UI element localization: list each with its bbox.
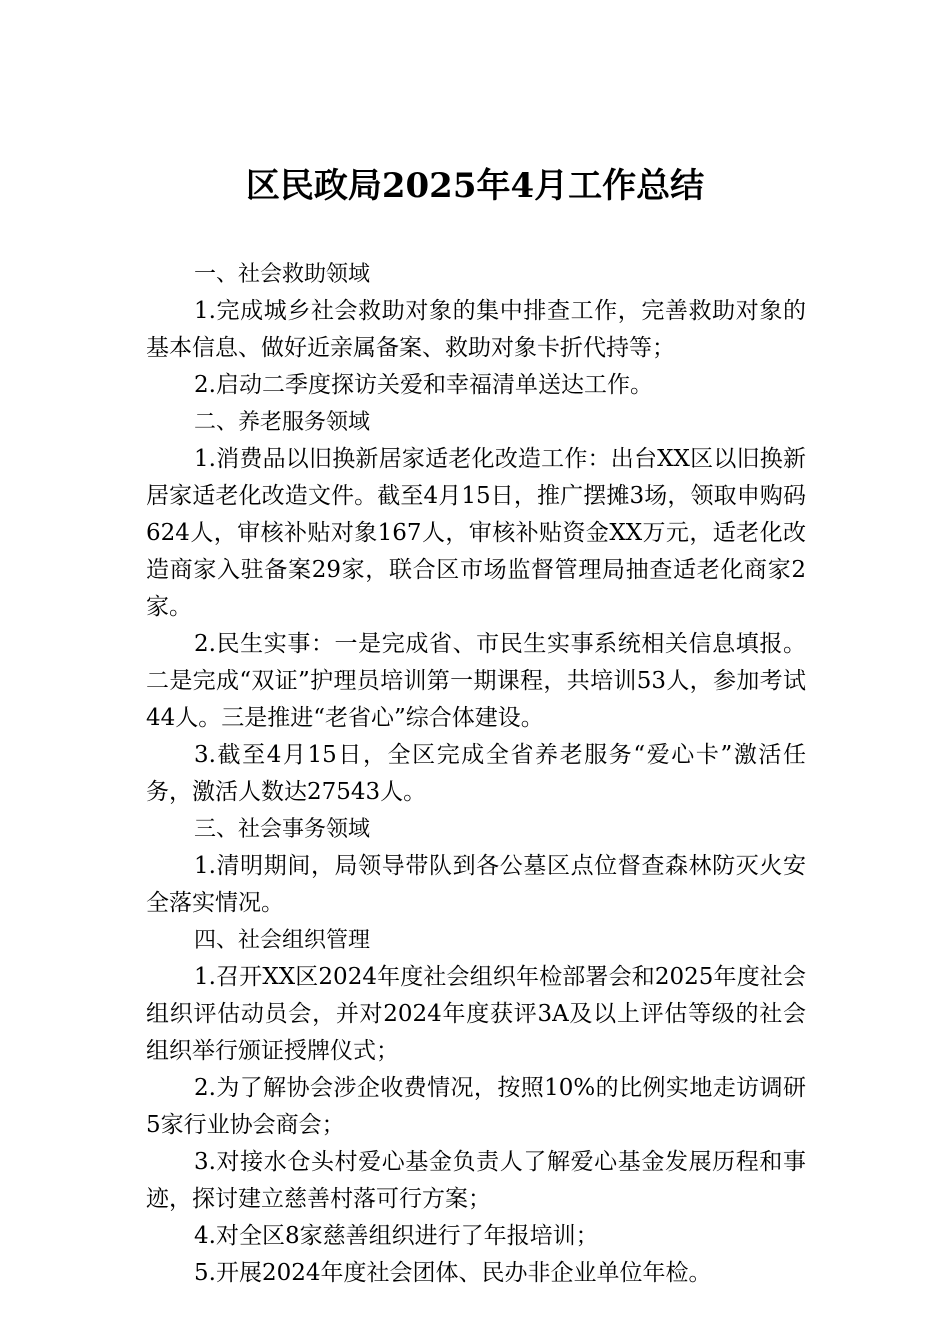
document-body [146,256,806,1292]
paragraph: 1.清明期间，局领导带队到各公墓区点位督查森林防灭火安全落实情况。 [146,853,806,916]
section-heading-social-assistance: 一、社会救助领域 [194,262,371,287]
paragraph: 4.对全区8家慈善组织进行了年报培训； [194,1223,599,1249]
section-heading-elderly-care: 二、养老服务领域 [194,410,371,435]
paragraph: 3.截至4月15日，全区完成全省养老服务“爱心卡”激活任务，激活人数达27543人。 [146,742,806,805]
paragraph: 1.完成城乡社会救助对象的集中排查工作，完善救助对象的基本信息、做好近亲属备案、救助对象卡折代持等； [146,298,806,361]
paragraph: 1.召开XX区2024年度社会组织年检部署会和2025年度社会组织评估动员会，并对2024年度获评3A及以上评估等级的社会组织举行颁证授牌仪式； [146,964,806,1064]
section-heading-social-organizations: 四、社会组织管理 [194,928,371,953]
paragraph: 2.启动二季度探访关爱和幸福清单送达工作。 [194,372,653,398]
paragraph: 5.开展2024年度社会团体、民办非企业单位年检。 [194,1260,712,1286]
section-heading-social-affairs: 三、社会事务领域 [194,817,371,842]
paragraph: 3.对接水仓头村爱心基金负责人了解爱心基金发展历程和事迹，探讨建立慈善村落可行方案； [146,1149,806,1212]
paragraph: 1.消费品以旧换新居家适老化改造工作：出台XX区以旧换新居家适老化改造文件。截至4月15日，推广摆摊3场，领取申购码624人，审核补贴对象167人，审核补贴资金XX万元，适老化改造商家入驻备案29家，联合区市场监督管理局抽查适老化商家2家。 [146,446,806,620]
paragraph: 2.民生实事：一是完成省、市民生实事系统相关信息填报。二是完成“双证”护理员培训第一期课程，共培训53人，参加考试44人。三是推进“老省心”综合体建设。 [146,631,806,731]
paragraph: 2.为了解协会涉企收费情况，按照10%的比例实地走访调研5家行业协会商会； [146,1075,806,1138]
document-title: 区民政局2025年4月工作总结 [245,166,705,206]
